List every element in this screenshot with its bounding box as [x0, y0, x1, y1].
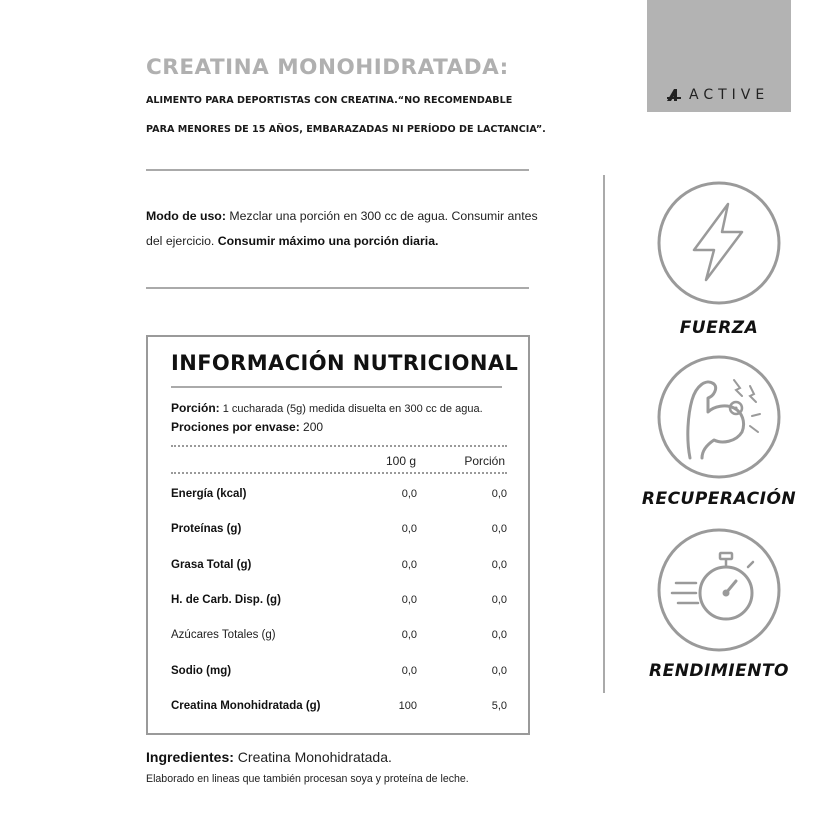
nutrient-label: Grasa Total (g)	[171, 559, 252, 571]
nutrient-label: Energía (kcal)	[171, 488, 247, 500]
brand-block	[647, 0, 791, 112]
product-description-line-1: ALIMENTO PARA DEPORTISTAS CON CREATINA.“NO RECOMENDABLE	[146, 95, 513, 106]
value-100g: 0,0	[401, 488, 417, 500]
dotted-divider	[171, 472, 507, 474]
nutrient-label: Proteínas (g)	[171, 523, 242, 535]
nutrient-label: H. de Carb. Disp. (g)	[171, 594, 281, 606]
flexed-arm-icon	[656, 354, 782, 480]
usage-label: Modo de uso:	[146, 209, 226, 223]
ingredients	[146, 749, 392, 765]
table-row	[171, 559, 507, 579]
table-row	[171, 700, 507, 720]
vertical-divider	[603, 175, 605, 693]
stopwatch-icon	[656, 527, 782, 653]
servings-value: 200	[299, 420, 324, 434]
nutrient-label: Creatina Monohidratada (g)	[171, 700, 321, 712]
value-100g: 0,0	[401, 594, 417, 606]
allergen-note: Elaborado en lineas que también procesan soya y proteína de leche.	[146, 773, 469, 785]
table-row	[171, 665, 507, 685]
column-header-portion: Porción	[464, 454, 505, 468]
value-100g: 100	[398, 700, 417, 712]
product-title: CREATINA MONOHIDRATADA:	[146, 55, 509, 80]
table-row	[171, 594, 507, 614]
brand-name: ACTIVE	[689, 87, 770, 103]
serving-text: 1 cucharada (5g) medida disuelta en 300 cc de agua.	[219, 403, 483, 415]
serving-label: Porción:	[171, 401, 220, 415]
usage-emphasis: Consumir máximo una porción diaria.	[217, 234, 439, 248]
serving-size	[171, 401, 483, 415]
table-row	[171, 629, 507, 649]
nutrition-title: INFORMACIÓN NUTRICIONAL	[171, 351, 519, 375]
value-portion: 0,0	[491, 559, 507, 571]
ingredients-text: Creatina Monohidratada.	[233, 749, 392, 765]
servings-label: Prociones por envase:	[171, 420, 300, 434]
servings-per-container	[171, 420, 323, 434]
product-description-line-2: PARA MENORES DE 15 AÑOS, EMBARAZADAS NI PERÍODO DE LACTANCIA”.	[146, 124, 546, 135]
table-row	[171, 523, 507, 543]
value-portion: 0,0	[491, 594, 507, 606]
value-100g: 0,0	[401, 559, 417, 571]
table-row	[171, 488, 507, 508]
value-portion: 0,0	[491, 523, 507, 535]
column-header-100g: 100 g	[385, 454, 416, 468]
value-100g: 0,0	[401, 629, 417, 641]
feature-label-strength: FUERZA	[679, 318, 759, 338]
value-portion: 0,0	[491, 488, 507, 500]
nutrition-title-rule	[171, 386, 502, 388]
dotted-divider	[171, 445, 507, 447]
divider	[146, 287, 529, 289]
value-portion: 5,0	[491, 700, 507, 712]
nutrition-panel	[146, 335, 530, 735]
value-100g: 0,0	[401, 523, 417, 535]
value-100g: 0,0	[401, 665, 417, 677]
ingredients-label: Ingredientes:	[146, 749, 234, 765]
divider	[146, 169, 529, 171]
value-portion: 0,0	[491, 629, 507, 641]
usage-instructions	[146, 204, 541, 254]
lightning-bolt-icon	[656, 180, 782, 306]
nutrient-label: Sodio (mg)	[171, 665, 232, 677]
usage-text: Mezclar una porción en 300 cc de agua. Consumir antes del ejercicio.	[146, 209, 538, 248]
feature-label-performance: RENDIMIENTO	[649, 661, 789, 681]
brand-logo	[667, 88, 769, 102]
active-logo-mark-icon	[667, 89, 681, 101]
feature-label-recovery: RECUPERACIÓN	[641, 489, 797, 509]
value-portion: 0,0	[491, 665, 507, 677]
nutrient-label: Azúcares Totales (g)	[171, 629, 276, 641]
